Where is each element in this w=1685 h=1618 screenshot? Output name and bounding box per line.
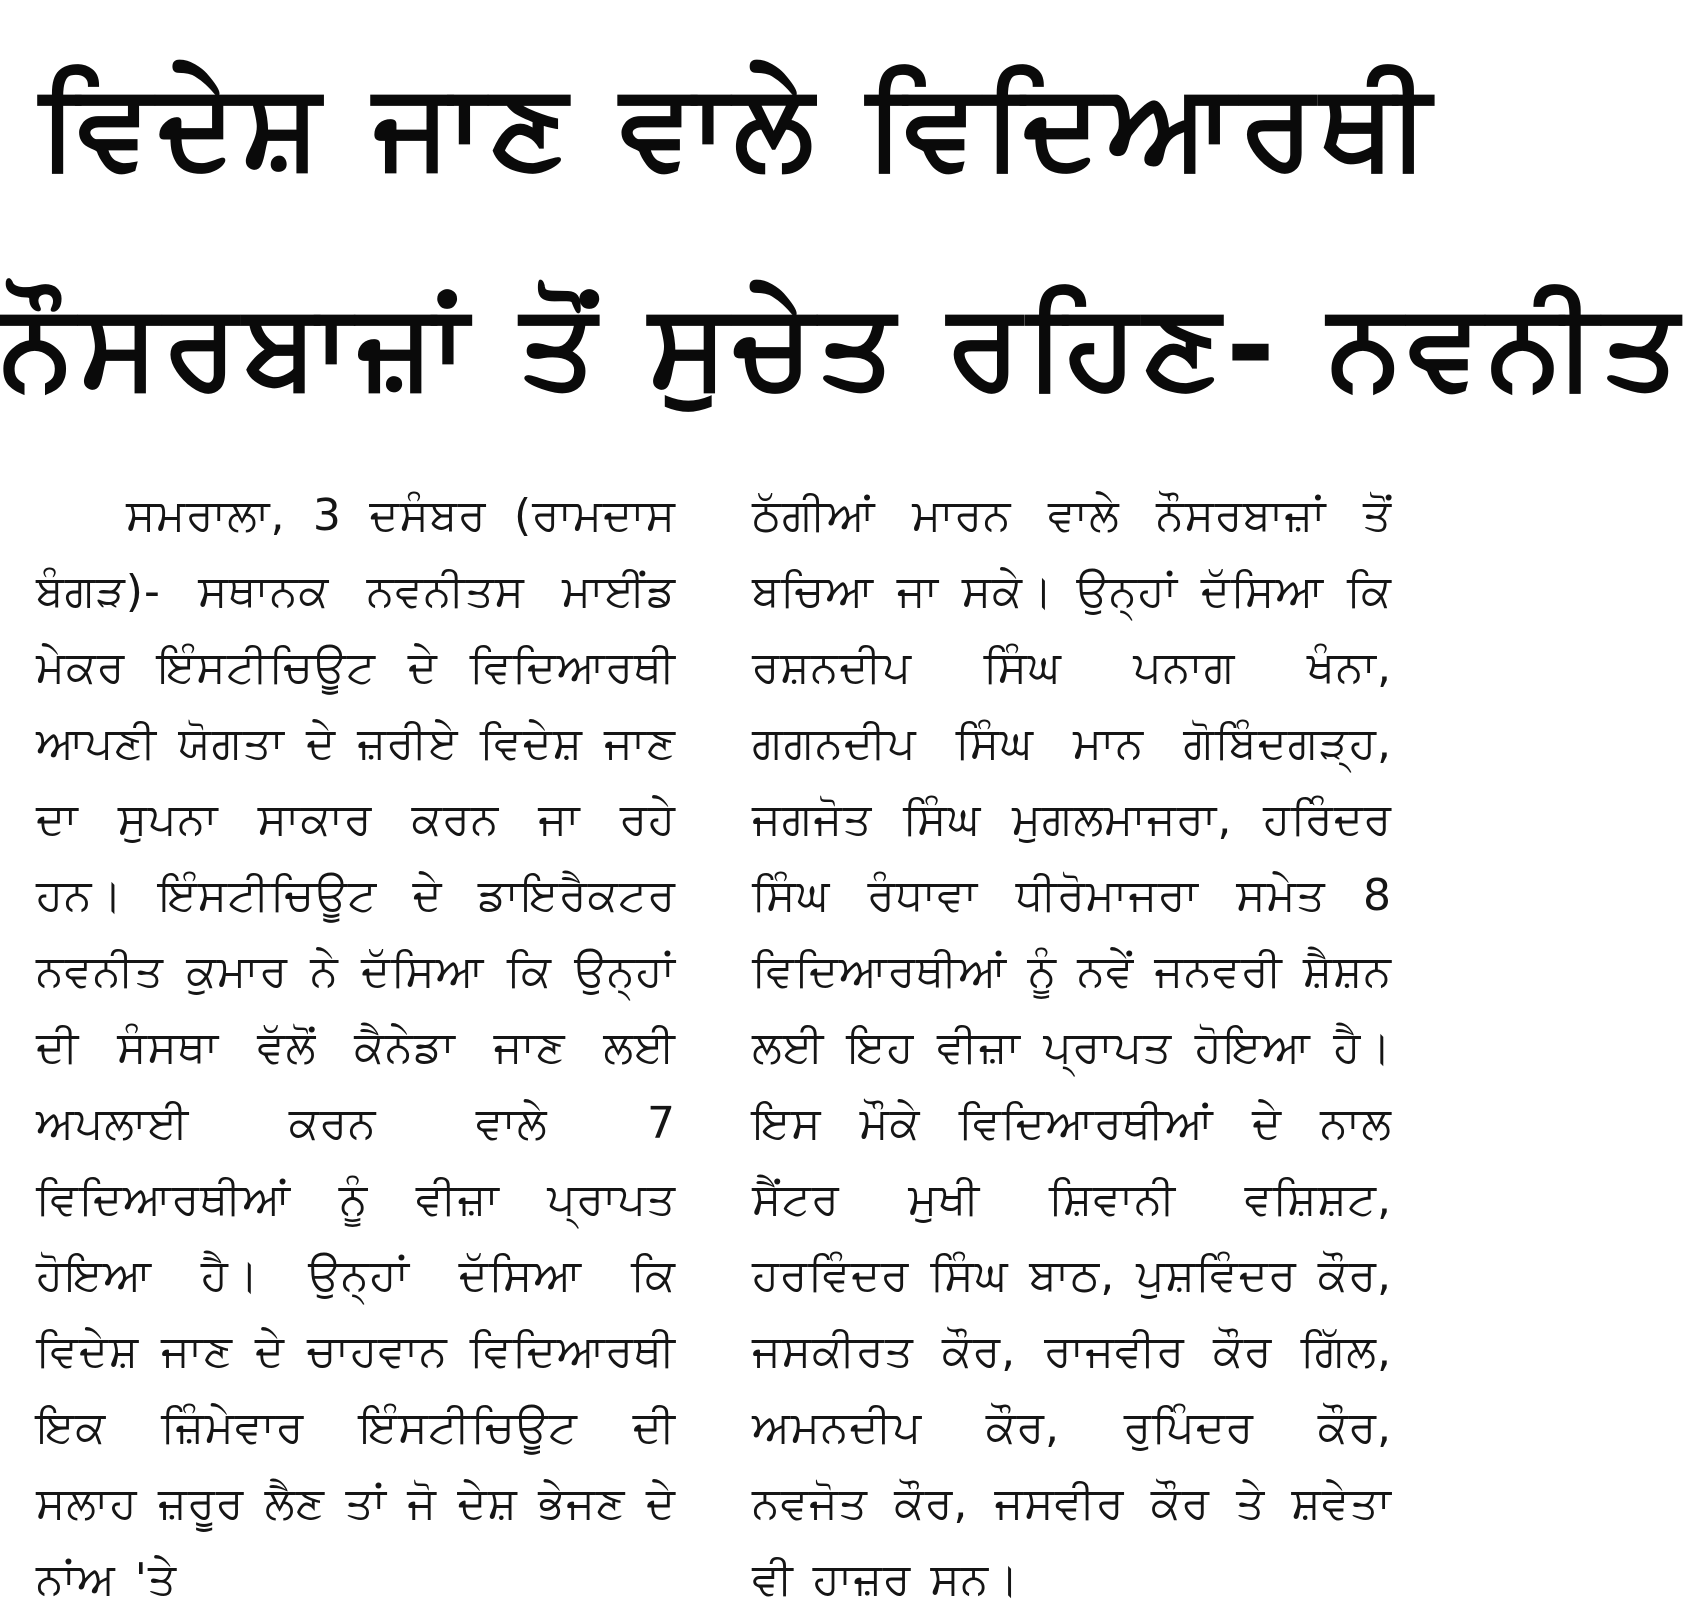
article-column-left [36,478,676,1618]
headline-line-1: ਵਿਦੇਸ਼ ਜਾਣ ਵਾਲੇ ਵਿਦਿਆਰਥੀ [39,56,1437,194]
article-column-right [752,478,1392,1618]
article-text-left: ਸਮਰਾਲਾ, 3 ਦਸੰਬਰ (ਰਾਮਦਾਸ ਬੰਗੜ)- ਸਥਾਨਕ ਨਵਨੀਤਸ ਮਾਈਂਡ ਮੇਕਰ ਇੰਸਟੀਚਿਊਟ ਦੇ ਵਿਦਿਆਰਥੀ ਆਪਣੀ ਯੋਗਤਾ ਦੇ ਜ਼ਰੀਏ ਵਿਦੇਸ਼ ਜਾਣ ਦਾ ਸੁਪਨਾ ਸਾਕਾਰ ਕਰਨ ਜਾ ਰਹੇ ਹਨ। ਇੰਸਟੀਚਿਊਟ ਦੇ ਡਾਇਰੈਕਟਰ ਨਵਨੀਤ ਕੁਮਾਰ ਨੇ ਦੱਸਿਆ ਕਿ ਉਨ੍ਹਾਂ ਦੀ ਸੰਸਥਾ ਵੱਲੋਂ ਕੈਨੇਡਾ ਜਾਣ ਲਈ ਅਪਲਾਈ ਕਰਨ ਵਾਲੇ 7 ਵਿਦਿਆਰਥੀਆਂ ਨੂੰ ਵੀਜ਼ਾ ਪ੍ਰਾਪਤ ਹੋਇਆ ਹੈ। ਉਨ੍ਹਾਂ ਦੱਸਿਆ ਕਿ ਵਿਦੇਸ਼ ਜਾਣ ਦੇ ਚਾਹਵਾਨ ਵਿਦਿਆਰਥੀ ਇਕ ਜ਼ਿੰਮੇਵਾਰ ਇੰਸਟੀਚਿਊਟ ਦੀ ਸਲਾਹ ਜ਼ਰੂਰ ਲੈਣ ਤਾਂ ਜੋ ਦੇਸ਼ ਭੇਜਣ ਦੇ ਨਾਂਅ 'ਤੇ [36,490,676,1605]
headline-line-2: ਨੌਸਰਬਾਜ਼ਾਂ ਤੋਂ ਸੁਚੇਤ ਰਹਿਣ- ਨਵਨੀਤ [0,276,1685,414]
article-text-right: ਠੱਗੀਆਂ ਮਾਰਨ ਵਾਲੇ ਨੌਸਰਬਾਜ਼ਾਂ ਤੋਂ ਬਚਿਆ ਜਾ ਸਕੇ। ਉਨ੍ਹਾਂ ਦੱਸਿਆ ਕਿ ਰਸ਼ਨਦੀਪ ਸਿੰਘ ਪਨਾਗ ਖੰਨਾ, ਗਗਨਦੀਪ ਸਿੰਘ ਮਾਨ ਗੋਬਿੰਦਗੜ੍ਹ, ਜਗਜੋਤ ਸਿੰਘ ਮੁਗਲਮਾਜਰਾ, ਹਰਿੰਦਰ ਸਿੰਘ ਰੰਧਾਵਾ ਧੀਰੋਮਾਜਰਾ ਸਮੇਤ 8 ਵਿਦਿਆਰਥੀਆਂ ਨੂੰ ਨਵੇਂ ਜਨਵਰੀ ਸ਼ੈਸ਼ਨ ਲਈ ਇਹ ਵੀਜ਼ਾ ਪ੍ਰਾਪਤ ਹੋਇਆ ਹੈ। ਇਸ ਮੌਕੇ ਵਿਦਿਆਰਥੀਆਂ ਦੇ ਨਾਲ ਸੈਂਟਰ ਮੁਖੀ ਸ਼ਿਵਾਨੀ ਵਸ਼ਿਸ਼ਟ, ਹਰਵਿੰਦਰ ਸਿੰਘ ਬਾਠ, ਪੁਸ਼ਵਿੰਦਰ ਕੌਰ, ਜਸਕੀਰਤ ਕੌਰ, ਰਾਜਵੀਰ ਕੌਰ ਗਿੱਲ, ਅਮਨਦੀਪ ਕੌਰ, ਰੁਪਿੰਦਰ ਕੌਰ, ਨਵਜੋਤ ਕੌਰ, ਜਸਵੀਰ ਕੌਰ ਤੇ ਸ਼ਵੇਤਾ ਵੀ ਹਾਜ਼ਰ ਸਨ। [752,490,1392,1605]
